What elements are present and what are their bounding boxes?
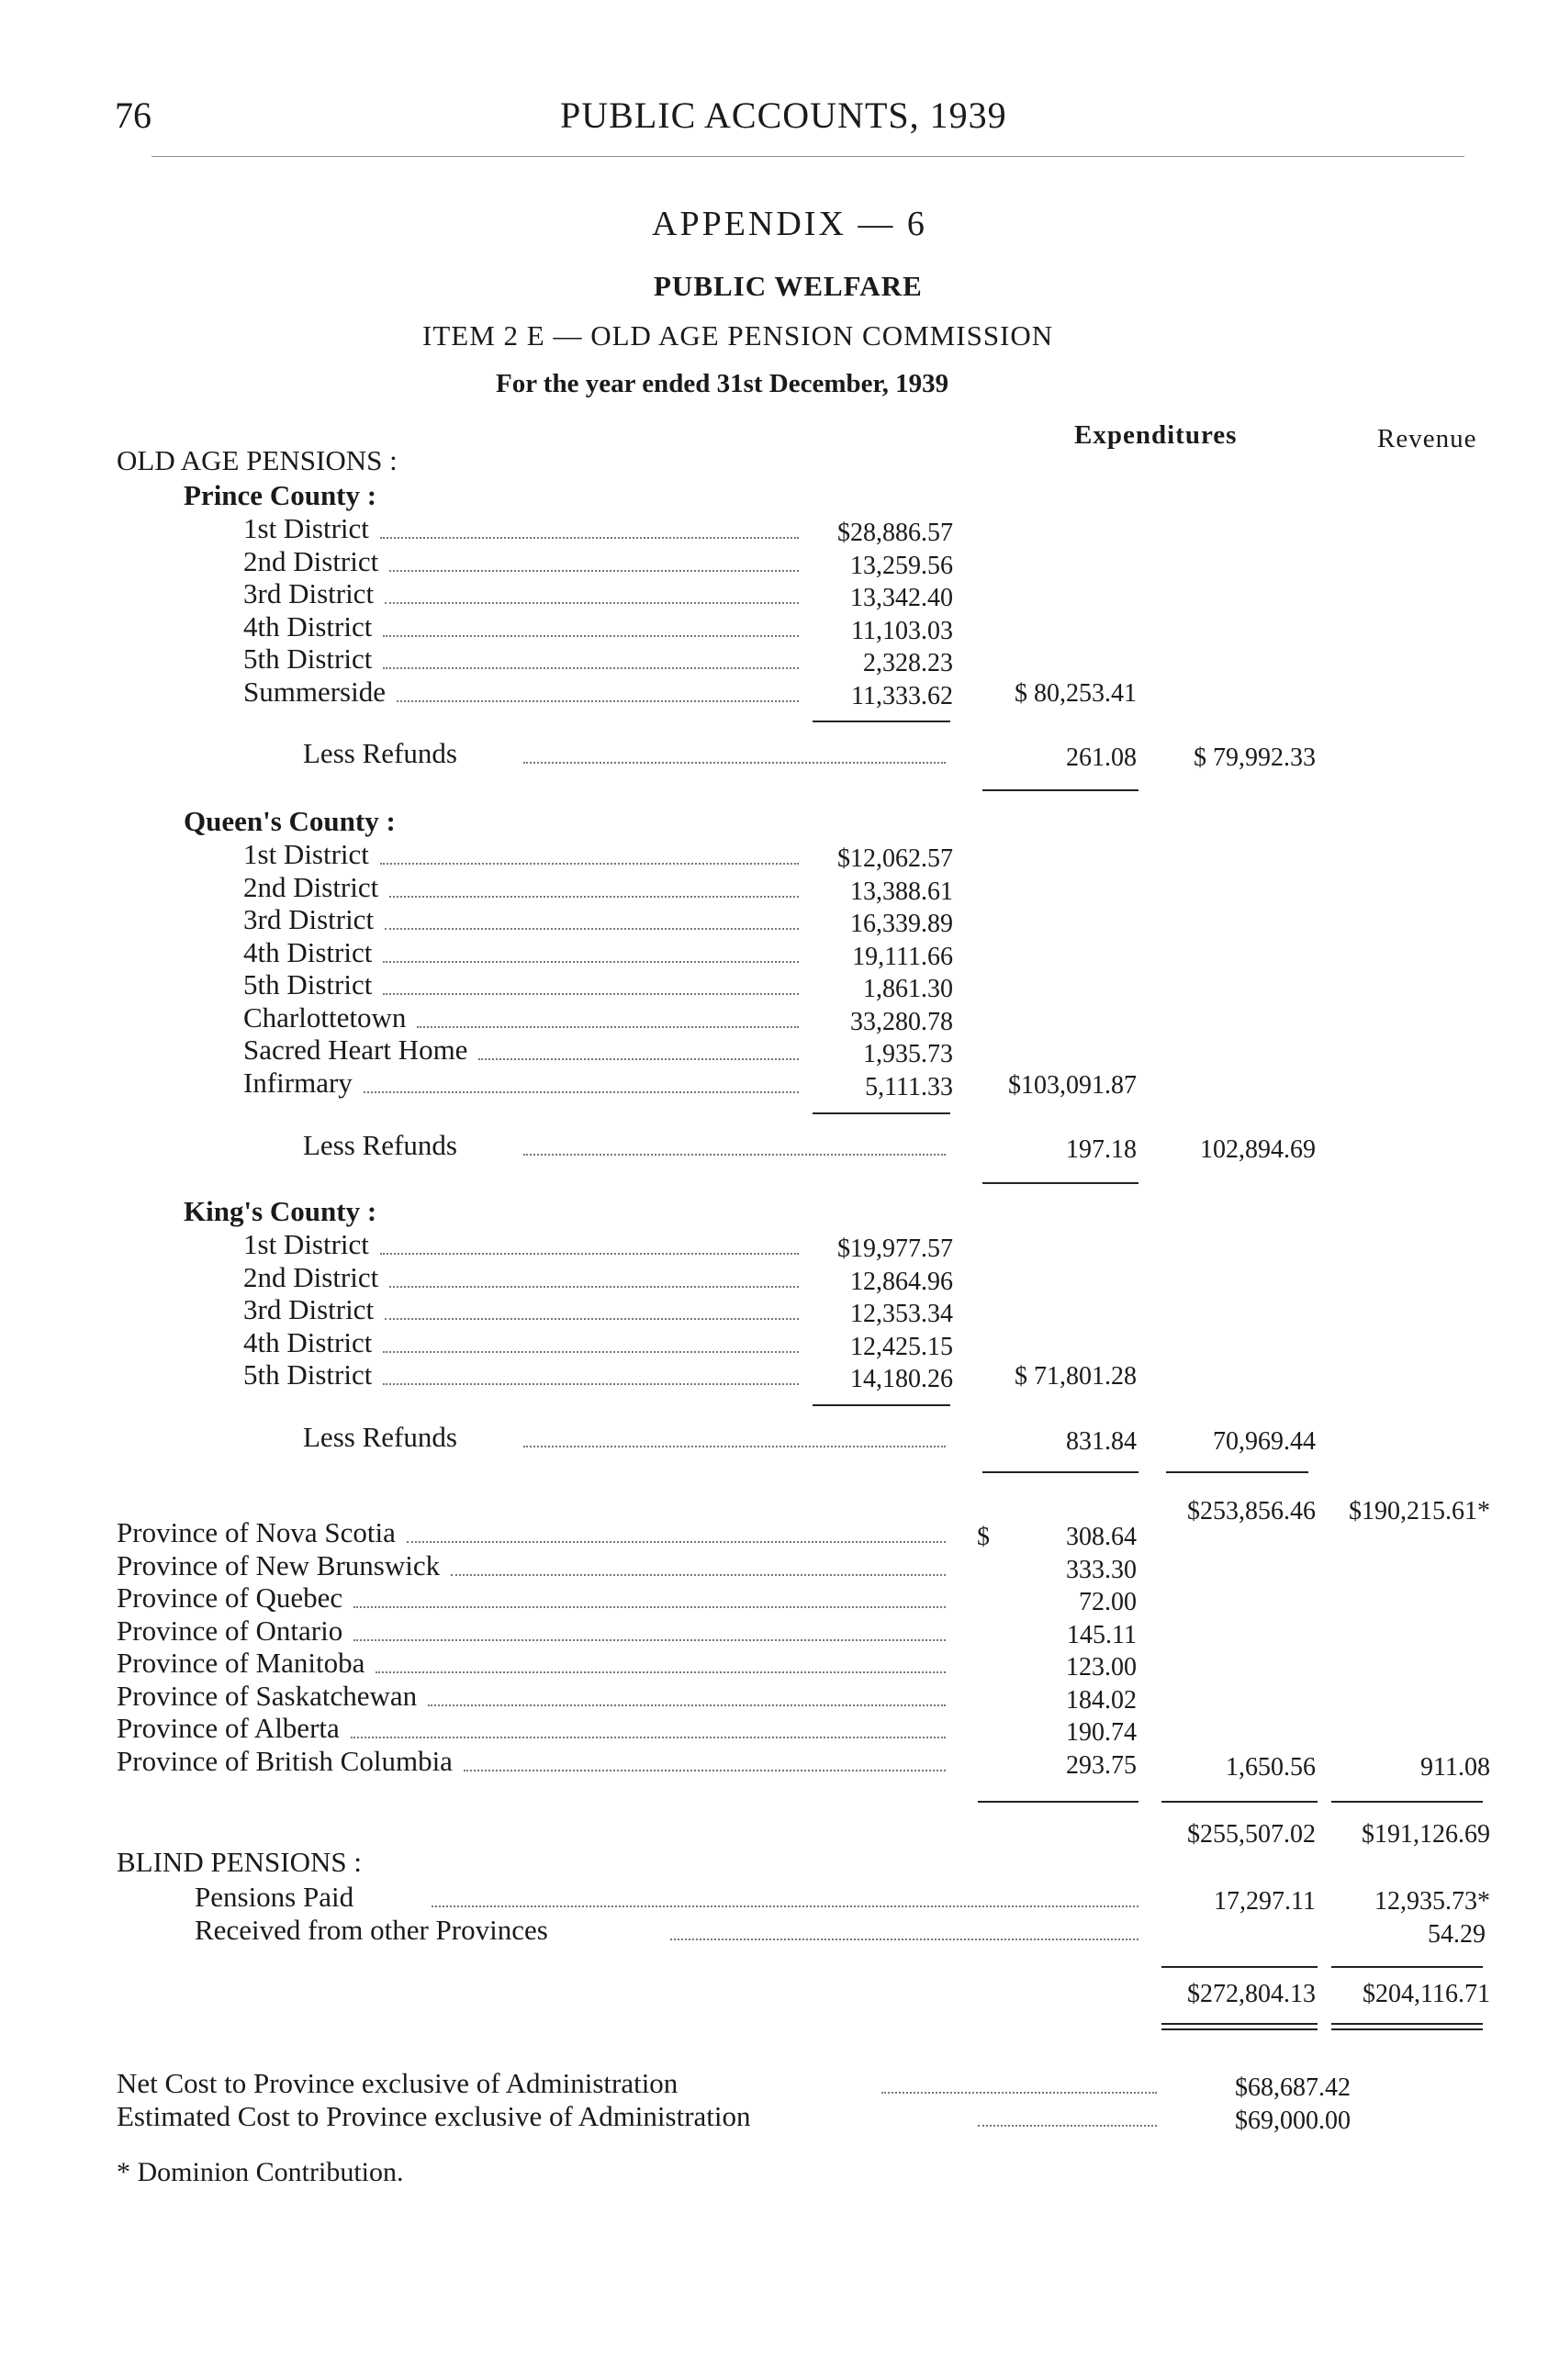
- district-row-amount: 1,861.30: [863, 975, 953, 1003]
- district-row-amount: 13,342.40: [850, 584, 953, 612]
- district-row-amount: 12,864.96: [850, 1267, 953, 1296]
- province-row-label: Province of Nova Scotia: [117, 1516, 396, 1548]
- blind-rule-a: [1161, 1966, 1318, 1968]
- province-row-leader: [351, 1737, 946, 1738]
- district-row-leader: [385, 928, 799, 930]
- province-row-amount: 72.00: [1079, 1588, 1137, 1616]
- old-age-heading: OLD AGE PENSIONS :: [117, 444, 398, 476]
- estimated-cost-label: Estimated Cost to Province exclusive of Administration: [117, 2100, 751, 2132]
- queens-county-heading: Queen's County :: [184, 805, 396, 837]
- kings-refunds: 831.84: [1066, 1427, 1137, 1456]
- province-row-amount: 308.64: [1066, 1523, 1137, 1551]
- district-row-label: 2nd District: [243, 870, 379, 903]
- district-row-label: 5th District: [243, 642, 373, 675]
- district-row-label: 2nd District: [243, 1260, 379, 1293]
- province-row-leader: [407, 1541, 946, 1543]
- prince-subtotal-rule: [813, 721, 950, 722]
- province-row-leader: [428, 1704, 946, 1706]
- district-row-amount: $12,062.57: [837, 844, 953, 873]
- district-row-amount: $28,886.57: [837, 519, 953, 547]
- appendix-title: APPENDIX — 6: [652, 205, 927, 243]
- final-rule-b: [1331, 2023, 1483, 2025]
- district-row-amount: $19,977.57: [837, 1235, 953, 1263]
- kings-refunds-label: Less Refunds: [303, 1421, 457, 1453]
- queens-refund-rule: [982, 1182, 1138, 1184]
- old-age-subtotal-expenditures: $253,856.46: [1187, 1497, 1316, 1525]
- province-row-leader: [376, 1671, 946, 1673]
- district-row-label: Infirmary: [243, 1066, 353, 1099]
- estimated-cost-value: $69,000.00: [1235, 2106, 1351, 2135]
- province-row-amount: 293.75: [1066, 1750, 1137, 1780]
- district-row-amount: 13,259.56: [850, 551, 953, 580]
- old-age-subtotal-revenue: $190,215.61*: [1349, 1497, 1490, 1525]
- prince-refunds-leader: [523, 762, 946, 764]
- district-row-amount: 1,935.73: [863, 1040, 953, 1068]
- net-cost-value: $68,687.42: [1235, 2073, 1351, 2102]
- district-row-label: 1st District: [243, 838, 369, 870]
- provinces-rule-c: [1331, 1801, 1483, 1803]
- prince-net: $ 79,992.33: [1194, 743, 1316, 772]
- district-row-leader: [417, 1026, 799, 1028]
- blind-rule-b: [1331, 1966, 1483, 1968]
- final-rule-a: [1161, 2023, 1318, 2025]
- district-row-leader: [364, 1091, 799, 1093]
- blind-heading: BLIND PENSIONS :: [117, 1846, 362, 1878]
- old-age-total-revenue: $191,126.69: [1362, 1820, 1490, 1849]
- queens-refunds: 197.18: [1066, 1135, 1137, 1164]
- prince-refund-rule: [982, 789, 1138, 791]
- blind-paid-leader: [432, 1905, 1138, 1907]
- province-row-label: Province of Manitoba: [117, 1647, 365, 1679]
- period-heading: For the year ended 31st December, 1939: [496, 369, 949, 398]
- district-row-label: 3rd District: [243, 577, 375, 609]
- district-row-label: Charlottetown: [243, 1000, 407, 1034]
- district-row-amount: 33,280.78: [850, 1007, 953, 1036]
- district-row-leader: [383, 993, 799, 995]
- district-row-label: 4th District: [243, 935, 373, 968]
- queens-subtotal-rule: [813, 1112, 950, 1114]
- provinces-rule-a: [978, 1801, 1138, 1803]
- province-row-amount: 333.30: [1066, 1555, 1137, 1584]
- province-row-amount: 190.74: [1066, 1718, 1137, 1747]
- column-expenditures: Expenditures: [1074, 420, 1238, 450]
- province-row-leader: [451, 1574, 946, 1576]
- province-row-label: Province of New Brunswick: [117, 1548, 441, 1581]
- district-row-amount: 16,339.89: [850, 910, 953, 938]
- column-revenue: Revenue: [1377, 424, 1477, 453]
- prince-total: $ 80,253.41: [1015, 679, 1137, 708]
- district-row-leader: [380, 863, 799, 865]
- province-row-label: Province of Ontario: [117, 1614, 343, 1647]
- prince-refunds-label: Less Refunds: [303, 737, 457, 769]
- district-row-label: 3rd District: [243, 903, 375, 935]
- queens-net: 102,894.69: [1200, 1135, 1316, 1164]
- prince-county-heading: Prince County :: [184, 479, 377, 511]
- province-row-amount: 145.11: [1067, 1620, 1137, 1649]
- district-row-leader: [478, 1058, 799, 1060]
- district-row-leader: [397, 700, 799, 702]
- district-row-leader: [383, 961, 799, 963]
- final-rule-d: [1331, 2028, 1483, 2030]
- blind-paid-expenditures: 17,297.11: [1214, 1887, 1316, 1916]
- district-row-label: 5th District: [243, 968, 373, 1000]
- district-row-leader: [383, 635, 799, 637]
- final-total-revenue: $204,116.71: [1363, 1980, 1490, 2008]
- district-row-leader: [389, 896, 799, 898]
- province-row-label: Province of British Columbia: [117, 1744, 453, 1777]
- district-row-leader: [383, 1383, 799, 1385]
- district-row-leader: [380, 1253, 799, 1255]
- prince-refunds: 261.08: [1066, 743, 1137, 772]
- district-row-label: 3rd District: [243, 1293, 375, 1325]
- estimated-cost-leader: [978, 2125, 1157, 2127]
- net-cost-label: Net Cost to Province exclusive of Administration: [117, 2067, 679, 2099]
- district-row-leader: [383, 667, 799, 669]
- blind-other-label: Received from other Provinces: [195, 1914, 548, 1946]
- district-row-label: 4th District: [243, 609, 373, 642]
- district-row-amount: 12,353.34: [850, 1300, 953, 1328]
- district-row-label: 1st District: [243, 1228, 369, 1260]
- running-title: PUBLIC ACCOUNTS, 1939: [560, 95, 1007, 136]
- final-total-expenditures: $272,804.13: [1187, 1980, 1316, 2008]
- blind-other-leader: [670, 1939, 1138, 1940]
- header-rule: [151, 156, 1464, 157]
- blind-other-revenue: 54.29: [1428, 1920, 1486, 1949]
- kings-refund-rule: [982, 1471, 1138, 1473]
- district-row-label: 5th District: [243, 1358, 373, 1391]
- province-row-leader: [353, 1606, 946, 1608]
- district-row-amount: 11,103.03: [851, 616, 953, 645]
- district-row-amount: 12,425.15: [850, 1332, 953, 1361]
- department-heading: PUBLIC WELFARE: [654, 270, 923, 302]
- province-row-label: Province of Quebec: [117, 1581, 343, 1614]
- district-row-amount: 2,328.23: [863, 649, 953, 677]
- queens-total: $103,091.87: [1008, 1071, 1137, 1100]
- province-row-amount: 123.00: [1066, 1653, 1137, 1682]
- queens-refunds-leader: [523, 1154, 946, 1156]
- district-row-leader: [385, 1318, 799, 1320]
- counties-total-rule: [1166, 1471, 1308, 1473]
- district-row-label: 4th District: [243, 1325, 373, 1358]
- district-row-leader: [383, 1351, 799, 1353]
- district-row-leader: [380, 537, 799, 539]
- footnote: * Dominion Contribution.: [117, 2157, 404, 2187]
- district-row-amount: 19,111.66: [852, 942, 953, 971]
- kings-county-heading: King's County :: [184, 1195, 377, 1227]
- province-row-label: Province of Saskatchewan: [117, 1679, 418, 1712]
- queens-refunds-label: Less Refunds: [303, 1129, 457, 1161]
- province-row-leader: [353, 1639, 946, 1641]
- province-row-amount: 184.02: [1066, 1685, 1137, 1715]
- kings-total: $ 71,801.28: [1015, 1362, 1137, 1391]
- district-row-label: Sacred Heart Home: [243, 1034, 468, 1066]
- net-cost-leader: [881, 2092, 1157, 2094]
- old-age-total-expenditures: $255,507.02: [1187, 1820, 1316, 1849]
- province-row-leader: [464, 1770, 946, 1771]
- district-row-amount: 13,388.61: [850, 877, 953, 906]
- kings-refunds-leader: [523, 1446, 946, 1447]
- provinces-rule-b: [1161, 1801, 1318, 1803]
- final-rule-c: [1161, 2028, 1318, 2030]
- district-row-label: Summerside: [243, 675, 386, 708]
- province-row-label: Province of Alberta: [117, 1712, 340, 1744]
- item-heading: ITEM 2 E — OLD AGE PENSION COMMISSION: [422, 319, 1054, 352]
- district-row-label: 2nd District: [243, 544, 379, 577]
- blind-paid-revenue: 12,935.73*: [1374, 1887, 1490, 1916]
- provinces-total-revenue: 911.08: [1420, 1753, 1490, 1782]
- district-row-amount: 5,111.33: [865, 1072, 953, 1101]
- blind-paid-label: Pensions Paid: [195, 1881, 354, 1913]
- district-row-leader: [385, 602, 799, 604]
- provinces-total-expenditures: 1,650.56: [1226, 1753, 1316, 1782]
- page-number: 76: [115, 95, 151, 136]
- provinces-dollar-sign: $: [977, 1523, 990, 1551]
- district-row-label: 1st District: [243, 512, 369, 544]
- kings-subtotal-rule: [813, 1404, 950, 1406]
- kings-net: 70,969.44: [1213, 1427, 1316, 1456]
- district-row-leader: [389, 1286, 799, 1288]
- district-row-amount: 11,333.62: [851, 681, 953, 710]
- district-row-leader: [389, 570, 799, 572]
- district-row-amount: 14,180.26: [850, 1365, 953, 1393]
